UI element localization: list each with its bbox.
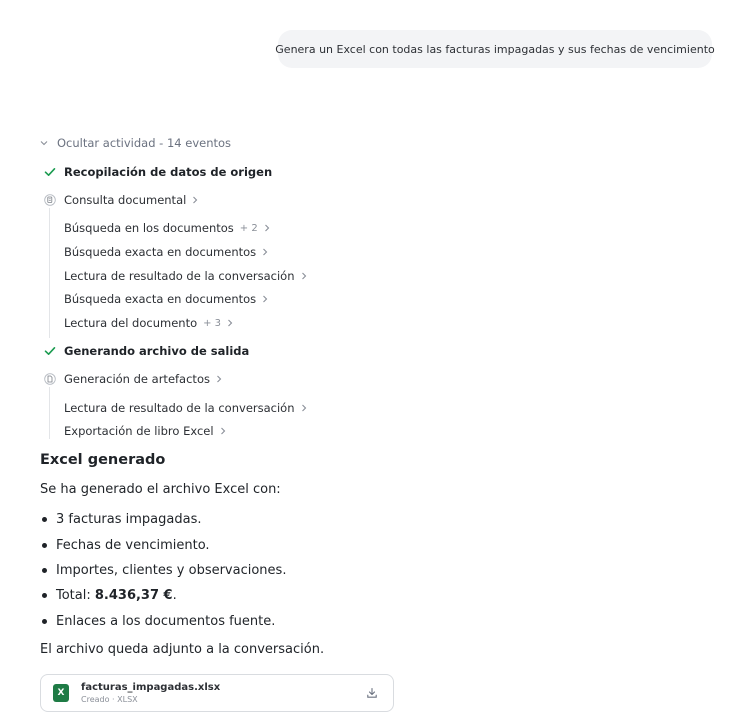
list-item-text: Enlaces a los documentos fuente. — [56, 614, 276, 629]
activity-toggle[interactable] — [40, 136, 231, 150]
activity-step-source-data — [44, 165, 272, 179]
check-icon — [44, 166, 56, 178]
activity-item[interactable] — [64, 245, 268, 259]
list-item — [40, 512, 201, 527]
download-button[interactable] — [363, 684, 381, 702]
activity-item-label: Lectura de resultado de la conversación — [64, 269, 295, 283]
activity-item[interactable] — [64, 292, 268, 306]
timeline-line — [49, 387, 50, 439]
activity-item-count: + 3 — [203, 317, 222, 329]
step-label: Recopilación de datos de origen — [64, 165, 273, 179]
response-heading: Excel generado — [40, 452, 166, 468]
bullet-dot — [42, 543, 47, 548]
total-suffix: . — [172, 588, 177, 603]
list-item — [40, 614, 275, 629]
chevron-down-icon — [40, 139, 48, 147]
bullet-dot — [42, 568, 47, 573]
activity-item-label: Exportación de libro Excel — [64, 424, 214, 438]
download-icon — [366, 687, 378, 699]
list-item-text: Fechas de vencimiento. — [56, 538, 210, 553]
bullet-dot — [42, 517, 47, 522]
attachment-card[interactable] — [40, 674, 394, 712]
chevron-right-icon — [216, 375, 222, 383]
response-intro: Se ha generado el archivo Excel con: — [40, 482, 281, 497]
chevron-right-icon — [301, 272, 307, 280]
chevron-right-icon — [262, 248, 268, 256]
total-amount: 8.436,37 € — [94, 588, 173, 603]
user-message-text: Genera un Excel con todas las facturas impagadas y sus fechas de vencimiento — [275, 42, 715, 56]
activity-toggle-label: Ocultar actividad - 14 eventos — [57, 136, 232, 150]
chevron-right-icon — [227, 319, 233, 327]
chevron-right-icon — [264, 224, 270, 232]
document-search-icon — [44, 194, 56, 206]
check-icon — [44, 345, 56, 357]
activity-item[interactable] — [64, 424, 226, 438]
user-message-bubble — [275, 30, 715, 68]
activity-item-label: Lectura de resultado de la conversación — [64, 401, 295, 415]
chevron-right-icon — [301, 404, 307, 412]
list-item — [40, 588, 177, 603]
total-prefix: Total: — [56, 588, 95, 603]
chevron-right-icon — [192, 196, 198, 204]
list-item — [40, 538, 210, 553]
list-item — [40, 563, 286, 578]
activity-item-label: Búsqueda exacta en documentos — [64, 245, 257, 259]
activity-item[interactable] — [64, 401, 307, 415]
excel-file-icon — [53, 684, 69, 702]
activity-item-label: Búsqueda exacta en documentos — [64, 292, 257, 306]
excel-icon-letter: X — [57, 688, 65, 698]
bullet-dot — [42, 593, 47, 598]
attachment-meta: Creado · XLSX — [81, 695, 138, 704]
activity-item-count: + 2 — [239, 222, 258, 234]
activity-step-generating-output — [44, 344, 249, 358]
activity-group-document-query[interactable] — [44, 193, 198, 207]
response-closing: El archivo queda adjunto a la conversación. — [40, 642, 325, 657]
activity-item[interactable] — [64, 269, 307, 283]
file-icon — [44, 373, 56, 385]
activity-item-label: Búsqueda en los documentos — [64, 221, 234, 235]
attachment-file-name: facturas_impagadas.xlsx — [81, 682, 221, 693]
activity-item[interactable] — [64, 316, 233, 330]
attachment-info — [81, 682, 220, 704]
group-label: Generación de artefactos — [64, 372, 210, 386]
activity-item[interactable] — [64, 221, 270, 235]
bullet-dot — [42, 619, 47, 624]
list-item-text: 3 facturas impagadas. — [56, 512, 202, 527]
step-label: Generando archivo de salida — [64, 344, 250, 358]
chevron-right-icon — [262, 295, 268, 303]
activity-item-label: Lectura del documento — [64, 316, 198, 330]
timeline-line — [49, 208, 50, 338]
list-item-text: Importes, clientes y observaciones. — [56, 563, 287, 578]
chevron-right-icon — [220, 427, 226, 435]
activity-group-artifact-generation[interactable] — [44, 372, 222, 386]
group-label: Consulta documental — [64, 193, 187, 207]
